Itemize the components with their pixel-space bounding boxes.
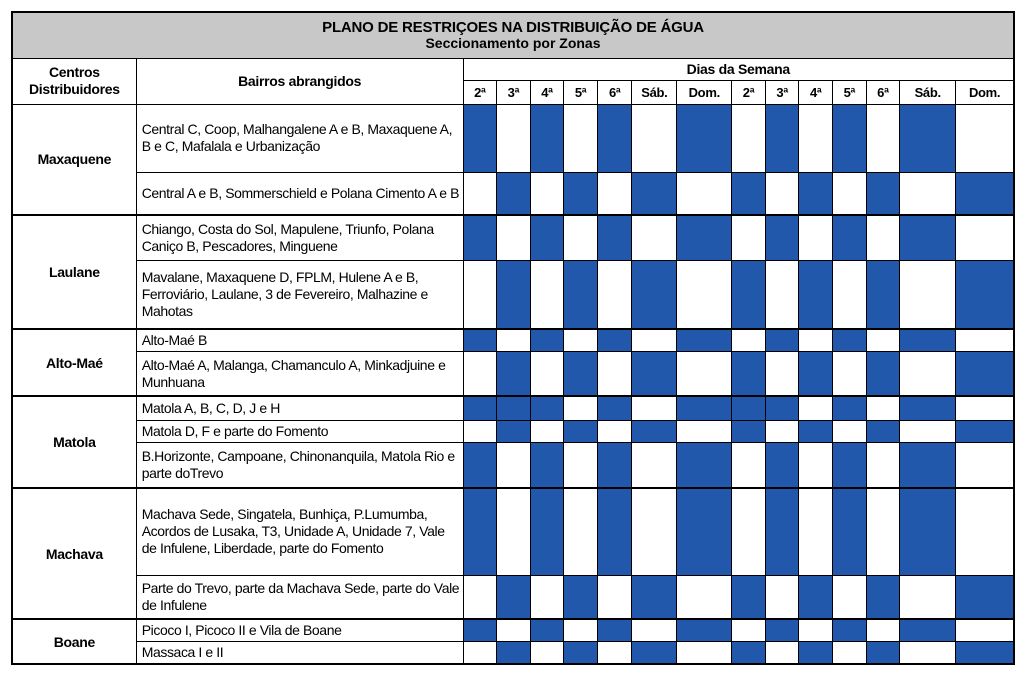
zone-neighborhoods: Central C, Coop, Malhangalene A e B, Maxaquene A, B e C, Mafalala e Urbanização [136,104,463,173]
no-supply-day-cell [833,575,867,619]
supply-day-cell [900,104,956,173]
supply-day-cell [732,173,766,215]
no-supply-day-cell [463,642,497,664]
no-supply-day-cell [530,420,564,442]
no-supply-day-cell [463,352,497,396]
supply-day-cell [900,619,956,641]
zone-neighborhoods: Massaca I e II [136,642,463,664]
zone-neighborhoods: Matola D, F e parte do Fomento [136,420,463,442]
supply-day-cell [732,261,766,330]
supply-day-cell [900,329,956,351]
no-supply-day-cell [597,261,632,330]
no-supply-day-cell [677,261,732,330]
supply-day-cell [765,619,799,641]
supply-day-cell [497,261,531,330]
no-supply-day-cell [765,420,799,442]
supply-day-cell [833,329,867,351]
no-supply-day-cell [900,352,956,396]
day-header: Dom. [956,80,1014,104]
no-supply-day-cell [866,329,900,351]
supply-day-cell [799,575,833,619]
header-days-group: Dias da Semana [463,58,1014,80]
supply-day-cell [765,104,799,173]
header-centers: Centros Distribuidores [12,58,136,104]
no-supply-day-cell [956,329,1014,351]
supply-day-cell [765,443,799,488]
no-supply-day-cell [833,352,867,396]
supply-day-cell [732,575,766,619]
supply-day-cell [956,575,1014,619]
table-row [12,619,1014,641]
supply-day-cell [900,396,956,420]
supply-day-cell [799,642,833,664]
supply-day-cell [463,396,497,420]
no-supply-day-cell [765,352,799,396]
supply-day-cell [497,352,531,396]
no-supply-day-cell [956,488,1014,575]
table-title-cell [12,12,1014,58]
supply-day-cell [677,619,732,641]
zone-neighborhoods: Alto-Maé B [136,329,463,351]
supply-day-cell [632,642,677,664]
supply-day-cell [765,215,799,260]
no-supply-day-cell [564,443,598,488]
supply-day-cell [463,619,497,641]
table-row [12,329,1014,351]
supply-day-cell [463,443,497,488]
no-supply-day-cell [956,443,1014,488]
distribution-center: Laulane [12,215,136,329]
supply-day-cell [866,261,900,330]
supply-day-cell [597,488,632,575]
no-supply-day-cell [632,104,677,173]
no-supply-day-cell [677,352,732,396]
day-header: Dom. [677,80,732,104]
table-row [12,642,1014,664]
supply-day-cell [463,329,497,351]
no-supply-day-cell [866,396,900,420]
no-supply-day-cell [900,642,956,664]
supply-day-cell [597,329,632,351]
supply-day-cell [632,352,677,396]
no-supply-day-cell [530,575,564,619]
supply-day-cell [530,488,564,575]
no-supply-day-cell [497,443,531,488]
no-supply-day-cell [900,173,956,215]
no-supply-day-cell [632,488,677,575]
day-header: 6ª [597,80,632,104]
supply-day-cell [597,215,632,260]
day-header: 2ª [463,80,497,104]
supply-day-cell [677,396,732,420]
supply-day-cell [956,173,1014,215]
no-supply-day-cell [463,420,497,442]
no-supply-day-cell [900,261,956,330]
distribution-center: Matola [12,396,136,488]
no-supply-day-cell [799,104,833,173]
supply-day-cell [765,488,799,575]
day-header: 6ª [866,80,900,104]
supply-day-cell [833,443,867,488]
supply-day-cell [597,443,632,488]
zone-neighborhoods: Mavalane, Maxaquene D, FPLM, Hulene A e B, Ferroviário, Laulane, 3 de Fevereiro, Malhazine e Mahotas [136,261,463,330]
supply-day-cell [564,173,598,215]
no-supply-day-cell [866,443,900,488]
supply-day-cell [497,575,531,619]
supply-day-cell [833,619,867,641]
zone-neighborhoods: Alto-Maé A, Malanga, Chamanculo A, Minkadjuine e Munhuana [136,352,463,396]
no-supply-day-cell [632,396,677,420]
supply-day-cell [497,420,531,442]
table-row [12,352,1014,396]
no-supply-day-cell [564,619,598,641]
no-supply-day-cell [564,215,598,260]
no-supply-day-cell [497,619,531,641]
supply-day-cell [866,352,900,396]
supply-day-cell [799,420,833,442]
supply-day-cell [632,575,677,619]
supply-day-cell [632,420,677,442]
table-row [12,173,1014,215]
no-supply-day-cell [866,619,900,641]
zone-neighborhoods: Parte do Trevo, parte da Machava Sede, parte do Vale de Infulene [136,575,463,619]
supply-day-cell [497,173,531,215]
no-supply-day-cell [564,396,598,420]
zone-neighborhoods: B.Horizonte, Campoane, Chinonanquila, Matola Rio e parte doTrevo [136,443,463,488]
no-supply-day-cell [677,642,732,664]
zone-neighborhoods: Matola A, B, C, D, J e H [136,396,463,420]
no-supply-day-cell [530,642,564,664]
day-header: 5ª [833,80,867,104]
no-supply-day-cell [677,420,732,442]
no-supply-day-cell [900,420,956,442]
supply-day-cell [677,329,732,351]
supply-day-cell [866,575,900,619]
supply-day-cell [530,443,564,488]
no-supply-day-cell [956,104,1014,173]
supply-day-cell [530,215,564,260]
supply-day-cell [677,104,732,173]
supply-day-cell [463,104,497,173]
no-supply-day-cell [564,104,598,173]
supply-day-cell [597,619,632,641]
no-supply-day-cell [866,104,900,173]
no-supply-day-cell [463,173,497,215]
supply-day-cell [463,215,497,260]
no-supply-day-cell [833,642,867,664]
distribution-center: Maxaquene [12,104,136,215]
no-supply-day-cell [497,488,531,575]
zone-neighborhoods: Central A e B, Sommerschield e Polana Cimento A e B [136,173,463,215]
no-supply-day-cell [597,420,632,442]
zone-neighborhoods: Picoco I, Picoco II e Vila de Boane [136,619,463,641]
supply-day-cell [799,352,833,396]
no-supply-day-cell [765,261,799,330]
supply-day-cell [833,488,867,575]
supply-day-cell [833,215,867,260]
no-supply-day-cell [677,173,732,215]
supply-day-cell [564,642,598,664]
supply-day-cell [530,104,564,173]
supply-day-cell [497,642,531,664]
supply-day-cell [530,396,564,420]
table-row [12,104,1014,173]
supply-day-cell [765,329,799,351]
no-supply-day-cell [956,396,1014,420]
supply-day-cell [900,443,956,488]
no-supply-day-cell [956,619,1014,641]
supply-day-cell [866,642,900,664]
table-title: PLANO DE RESTRIÇOES NA DISTRIBUIÇÃO DE ÁGUA [322,19,704,37]
no-supply-day-cell [799,396,833,420]
day-header: 2ª [732,80,766,104]
no-supply-day-cell [530,261,564,330]
no-supply-day-cell [564,329,598,351]
supply-day-cell [732,642,766,664]
supply-day-cell [833,396,867,420]
no-supply-day-cell [765,575,799,619]
supply-day-cell [497,396,531,420]
no-supply-day-cell [765,173,799,215]
supply-day-cell [732,352,766,396]
supply-day-cell [799,261,833,330]
no-supply-day-cell [597,352,632,396]
table-row [12,396,1014,420]
no-supply-day-cell [463,575,497,619]
table-row [12,575,1014,619]
supply-day-cell [833,104,867,173]
no-supply-day-cell [866,215,900,260]
supply-day-cell [530,619,564,641]
day-header: 4ª [530,80,564,104]
day-header: 5ª [564,80,598,104]
no-supply-day-cell [833,420,867,442]
supply-day-cell [564,352,598,396]
no-supply-day-cell [799,619,833,641]
header-zones: Bairros abrangidos [136,58,463,104]
supply-day-cell [597,104,632,173]
no-supply-day-cell [799,488,833,575]
no-supply-day-cell [799,329,833,351]
supply-day-cell [564,575,598,619]
day-header: Sáb. [900,80,956,104]
table-row [12,215,1014,260]
supply-day-cell [956,642,1014,664]
no-supply-day-cell [497,104,531,173]
no-supply-day-cell [632,215,677,260]
supply-day-cell [463,488,497,575]
supply-day-cell [765,396,799,420]
supply-day-cell [632,173,677,215]
no-supply-day-cell [732,104,766,173]
supply-day-cell [799,173,833,215]
supply-day-cell [677,443,732,488]
distribution-center: Boane [12,619,136,664]
table-row [12,261,1014,330]
supply-day-cell [564,261,598,330]
distribution-center: Machava [12,488,136,619]
no-supply-day-cell [866,488,900,575]
day-header: Sáb. [632,80,677,104]
no-supply-day-cell [799,443,833,488]
day-header: 4ª [799,80,833,104]
day-header: 3ª [765,80,799,104]
no-supply-day-cell [530,173,564,215]
table-row [12,488,1014,575]
no-supply-day-cell [564,488,598,575]
no-supply-day-cell [632,619,677,641]
table-subtitle: Seccionamento por Zonas [425,35,601,52]
table-row [12,443,1014,488]
no-supply-day-cell [956,215,1014,260]
no-supply-day-cell [833,173,867,215]
supply-day-cell [956,352,1014,396]
supply-day-cell [632,261,677,330]
table-row [12,420,1014,442]
no-supply-day-cell [765,642,799,664]
supply-day-cell [530,329,564,351]
supply-day-cell [956,420,1014,442]
supply-day-cell [866,173,900,215]
no-supply-day-cell [732,443,766,488]
no-supply-day-cell [497,215,531,260]
restriction-schedule-table [11,11,1015,665]
supply-day-cell [677,215,732,260]
no-supply-day-cell [597,642,632,664]
no-supply-day-cell [632,329,677,351]
supply-day-cell [564,420,598,442]
no-supply-day-cell [677,575,732,619]
no-supply-day-cell [632,443,677,488]
distribution-center: Alto-Maé [12,329,136,396]
no-supply-day-cell [732,619,766,641]
supply-day-cell [732,396,766,420]
supply-day-cell [677,488,732,575]
supply-day-cell [597,396,632,420]
no-supply-day-cell [732,215,766,260]
supply-day-cell [732,420,766,442]
supply-day-cell [956,261,1014,330]
supply-day-cell [900,488,956,575]
no-supply-day-cell [833,261,867,330]
no-supply-day-cell [597,575,632,619]
no-supply-day-cell [900,575,956,619]
no-supply-day-cell [530,352,564,396]
day-header: 3ª [497,80,531,104]
no-supply-day-cell [732,329,766,351]
zone-neighborhoods: Chiango, Costa do Sol, Mapulene, Triunfo, Polana Caniço B, Pescadores, Minguene [136,215,463,260]
no-supply-day-cell [732,488,766,575]
no-supply-day-cell [497,329,531,351]
no-supply-day-cell [463,261,497,330]
no-supply-day-cell [597,173,632,215]
zone-neighborhoods: Machava Sede, Singatela, Bunhiça, P.Lumumba, Acordos de Lusaka, T3, Unidade A, Unidade 7, Vale de Infulene, Liberdade, parte do Fomento [136,488,463,575]
no-supply-day-cell [799,215,833,260]
supply-day-cell [866,420,900,442]
supply-day-cell [900,215,956,260]
